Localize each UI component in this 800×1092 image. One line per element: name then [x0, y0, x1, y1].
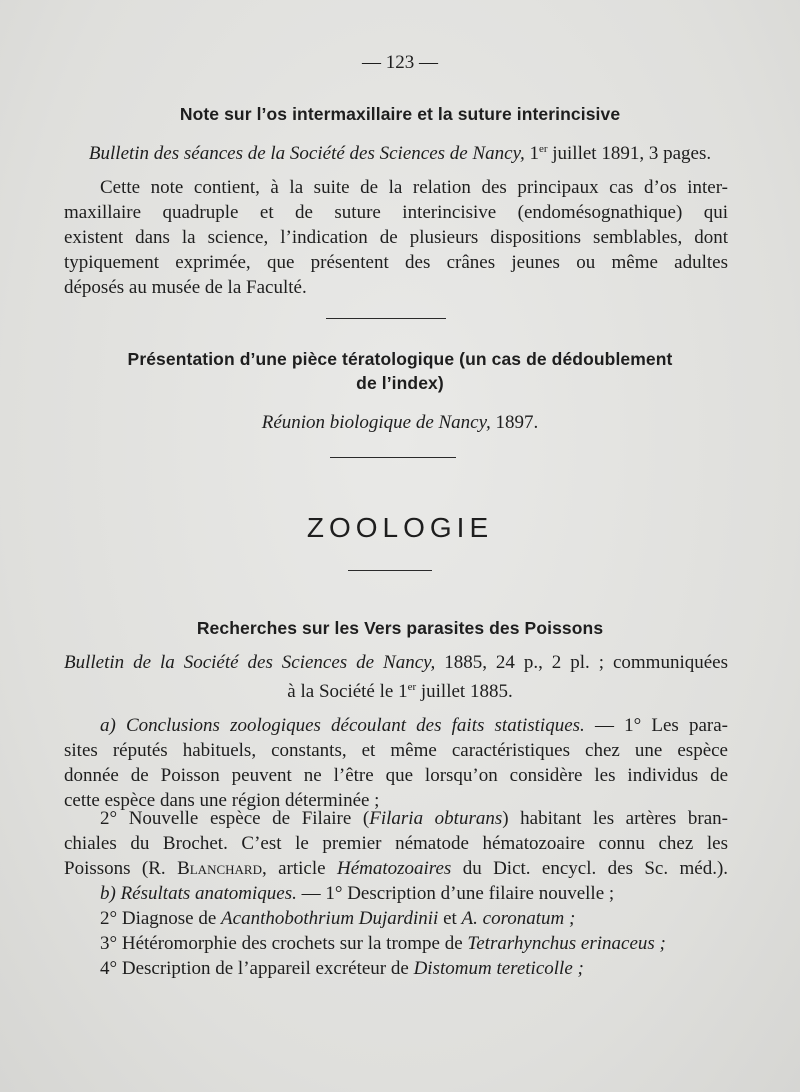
a-label: a): [100, 715, 116, 736]
section3-item3: [100, 931, 728, 956]
item4-species: Distomum tereticolle ;: [413, 958, 584, 979]
section1-body-line: déposés au musée de la Faculté.: [64, 277, 307, 298]
section1-source-date: juillet 1891, 3 pages.: [552, 143, 712, 164]
a-heading: Conclusions zoologiques découlant des faits statistiques.: [126, 715, 585, 736]
section3-title: Recherches sur les Vers parasites des Poissons: [196, 618, 604, 638]
section3-source-details: 1885, 24 p., 2 pl. ; communiquées: [444, 652, 728, 673]
section3-source-journal: Bulletin de la Société des Sciences de Nancy,: [64, 652, 436, 673]
section1-source-journal: Bulletin des séances de la Société des Sciences de Nancy,: [88, 143, 525, 164]
section2-title-line2: de l’index): [356, 373, 444, 393]
section3-source-line2-b: juillet 1885.: [420, 681, 513, 702]
section3-a-line: [100, 713, 728, 738]
section3-body-line: sites réputés habituels, constants, et même caractéristiques chez une espèce: [64, 740, 728, 761]
section1-body-line: typiquement exprimée, que présentent des crânes jeunes ou même adultes: [64, 252, 728, 273]
b-label: b): [100, 883, 116, 904]
section3-p2-line2: chiales du Brochet. C’est le premier nématode hématozoaire connu chez les: [64, 833, 728, 854]
p2-end: ) habitant les artères bran-: [502, 808, 728, 829]
b-heading: Résultats anatomiques.: [120, 883, 297, 904]
section3-source-line2-sup: er: [407, 681, 417, 693]
a-rest: — 1° Les para-: [594, 715, 729, 736]
section2-source-year: 1897.: [495, 412, 539, 433]
section3-p2-line3: [64, 856, 728, 881]
p2-species: Filaria obturans: [369, 808, 503, 829]
divider: [326, 318, 446, 319]
section1-body-line: existent dans la science, l’indication de plusieurs dispositions semblables, dont: [64, 227, 728, 248]
section3-source-line1: [64, 650, 728, 675]
section3-source-line2-a: à la Société le 1: [287, 681, 408, 702]
item3-species: Tetrarhynchus erinaceus ;: [467, 933, 666, 954]
section1-source: [0, 137, 800, 166]
p2-line3-c: du Dict. encycl. des Sc. méd.).: [462, 858, 729, 879]
item2-b: et: [443, 908, 457, 929]
item3-a: 3° Hétéromorphie des crochets sur la trompe de: [100, 933, 463, 954]
p2-line3-a: Poissons (R.: [64, 858, 166, 879]
page-number: — 123 —: [362, 52, 438, 73]
section2-title-line1: Présentation d’une pièce tératologique (un cas de dédoublement: [127, 349, 673, 369]
section3-body-line: donnée de Poisson peuvent ne l’être que lorsqu’on considère les individus de: [64, 765, 728, 786]
p2-start: 2° Nouvelle espèce de Filaire (: [100, 808, 370, 829]
p2-line3-author: Blanchard,: [177, 858, 267, 879]
section3-b-line: [100, 881, 728, 906]
b-rest: — 1° Description d’une filaire nouvelle ;: [301, 883, 615, 904]
section2-source: [0, 410, 800, 435]
section1-source-day: 1: [529, 143, 539, 164]
item2-species2: A. coronatum ;: [461, 908, 576, 929]
divider: [348, 570, 432, 571]
item2-a: 2° Diagnose de: [100, 908, 217, 929]
section1-source-sup: er: [538, 143, 548, 155]
item4-a: 4° Description de l’appareil excréteur de: [100, 958, 409, 979]
section3-p2-line1: [100, 806, 728, 831]
section1-body-line: Cette note contient, à la suite de la relation des principaux cas d’os inter-: [100, 177, 728, 198]
divider: [330, 457, 456, 458]
p2-line3-article: Hématozoaires: [336, 858, 452, 879]
chapter-heading: ZOOLOGIE: [306, 512, 494, 543]
section3-item2: [100, 906, 728, 931]
item2-species1: Acanthobothrium Dujardinii: [221, 908, 439, 929]
p2-line3-b: article: [278, 858, 326, 879]
section3-source-line2: [0, 675, 800, 704]
section3-item4: [100, 956, 728, 981]
section1-body-line: maxillaire quadruple et de suture interincisive (endomésognathique) qui: [64, 202, 728, 223]
section2-source-journal: Réunion biologique de Nancy,: [261, 412, 491, 433]
section3-body-line: cette espèce dans une région déterminée ;: [64, 790, 380, 811]
section1-title: Note sur l’os intermaxillaire et la suture interincisive: [179, 104, 621, 124]
